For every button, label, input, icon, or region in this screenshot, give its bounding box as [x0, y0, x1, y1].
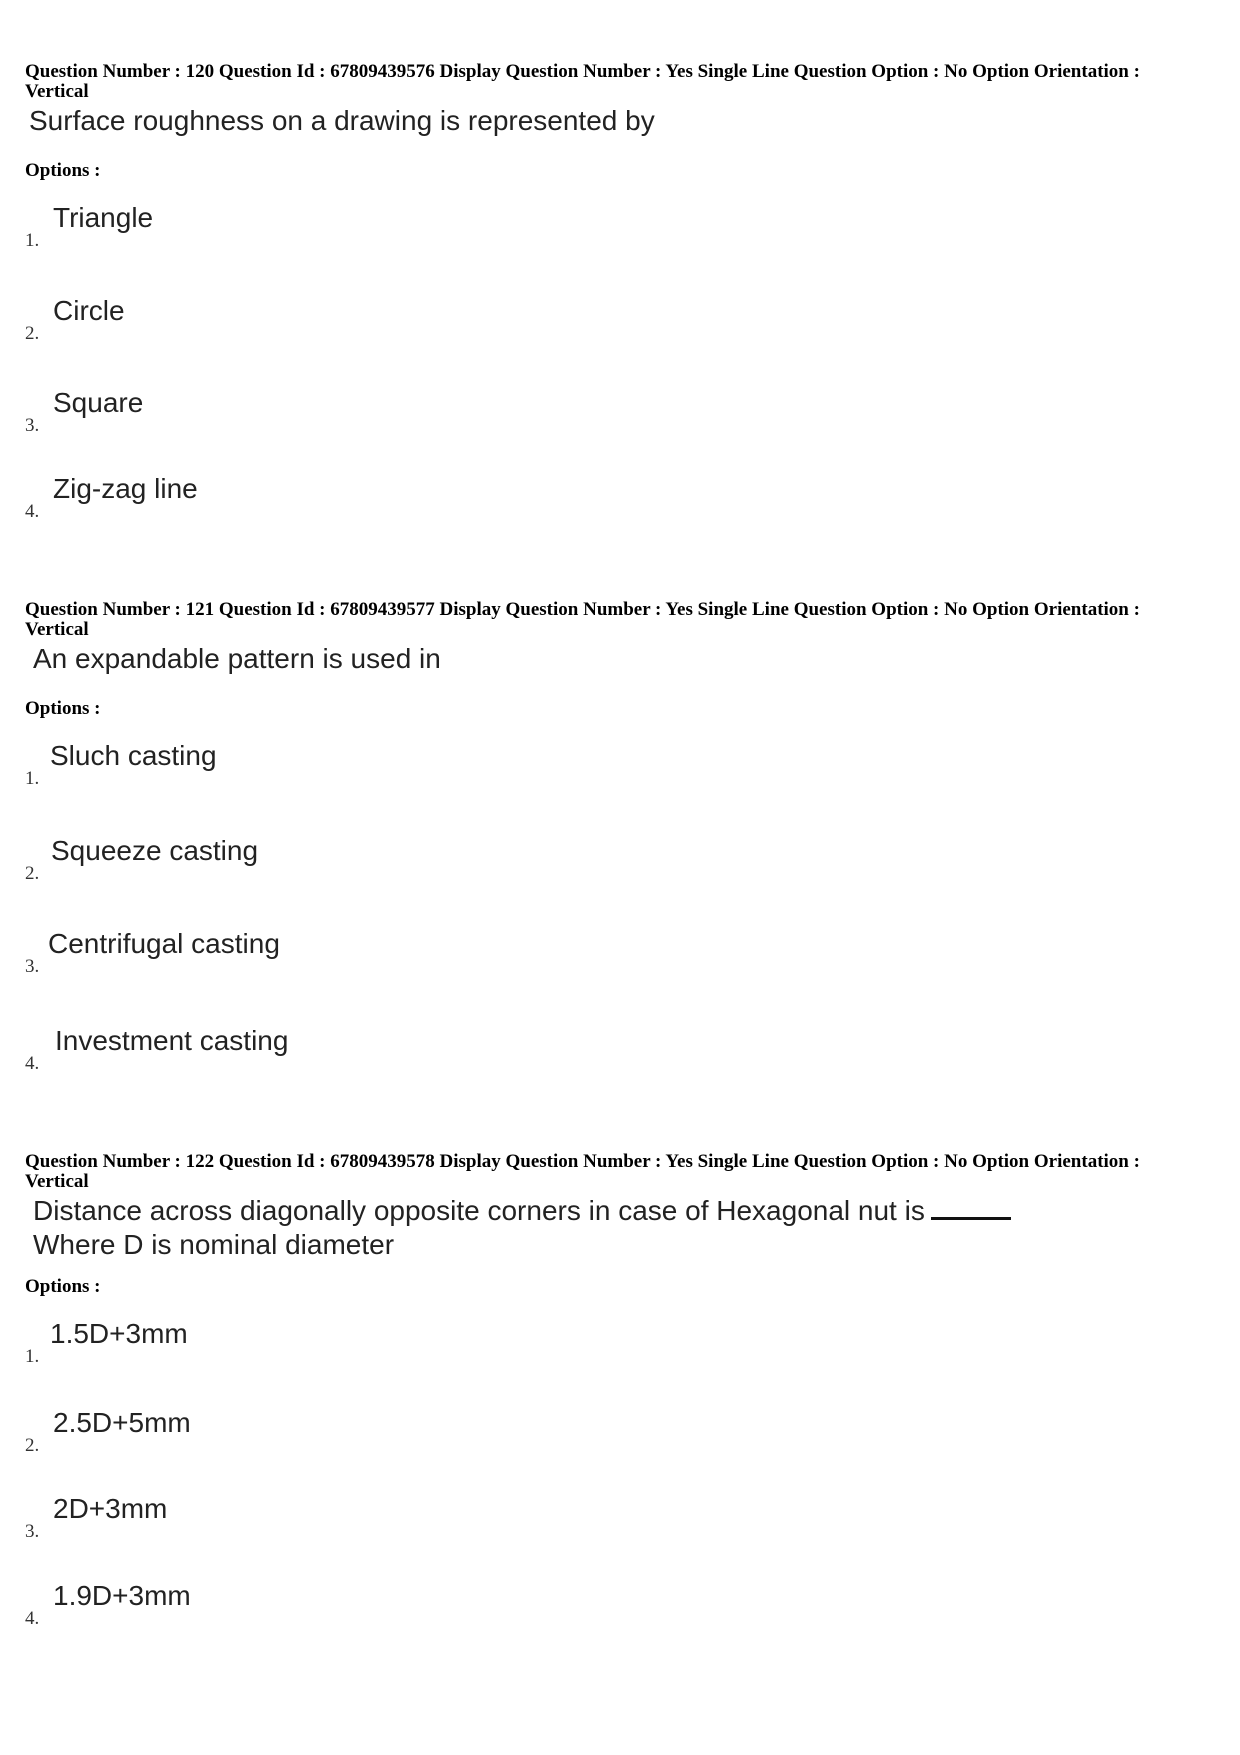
- question-meta: Question Number : 121 Question Id : 67809439577 Display Question Number : Yes Single Line Question Option : No Option Orientation : Vertical: [25, 599, 1140, 640]
- option-text: Zig-zag line: [53, 473, 198, 504]
- option-number: 3.: [25, 415, 40, 436]
- question-text: Surface roughness on a drawing is represented by: [29, 105, 655, 136]
- option-number: 4.: [25, 1608, 40, 1629]
- option-text: 2.5D+5mm: [53, 1407, 191, 1438]
- option-text: Circle: [53, 295, 125, 326]
- option-number: 2.: [25, 323, 40, 344]
- option-number: 2.: [25, 1435, 40, 1456]
- question-meta: Question Number : 120 Question Id : 67809439576 Display Question Number : Yes Single Line Question Option : No Option Orientation : Vertical: [25, 61, 1140, 102]
- option-number: 1.: [25, 768, 40, 789]
- option-text: Triangle: [53, 202, 154, 233]
- question-block-120: [25, 62, 1215, 182]
- answer-blank: [931, 1217, 1011, 1220]
- option-number: 1.: [25, 230, 40, 251]
- option-text: Sluch casting: [50, 740, 217, 771]
- question-text-line-1: Distance across diagonally opposite corners in case of Hexagonal nut is: [33, 1195, 925, 1226]
- option-number: 3.: [25, 1521, 40, 1542]
- option-number: 3.: [25, 956, 40, 977]
- option-text: Squeeze casting: [51, 835, 259, 866]
- options-label: Options :: [25, 160, 101, 181]
- question-block-121: [25, 600, 1215, 720]
- option-number: 4.: [25, 1053, 40, 1074]
- option-text: 2D+3mm: [53, 1493, 168, 1524]
- question-text-line-2: Where D is nominal diameter: [33, 1229, 395, 1260]
- option-text: Square: [53, 387, 144, 418]
- options-label: Options :: [25, 698, 101, 719]
- options-label: Options :: [25, 1276, 101, 1297]
- question-text: An expandable pattern is used in: [33, 643, 441, 674]
- option-number: 1.: [25, 1346, 40, 1367]
- option-text: Centrifugal casting: [48, 928, 280, 959]
- option-number: 4.: [25, 501, 40, 522]
- option-text: Investment casting: [55, 1025, 289, 1056]
- question-meta: Question Number : 122 Question Id : 67809439578 Display Question Number : Yes Single Line Question Option : No Option Orientation : Vertical: [25, 1151, 1140, 1192]
- option-text: 1.9D+3mm: [53, 1580, 191, 1611]
- question-block-122: [25, 1152, 1215, 1298]
- option-text: 1.5D+3mm: [50, 1318, 188, 1349]
- question-text: [33, 1194, 1215, 1228]
- option-number: 2.: [25, 863, 40, 884]
